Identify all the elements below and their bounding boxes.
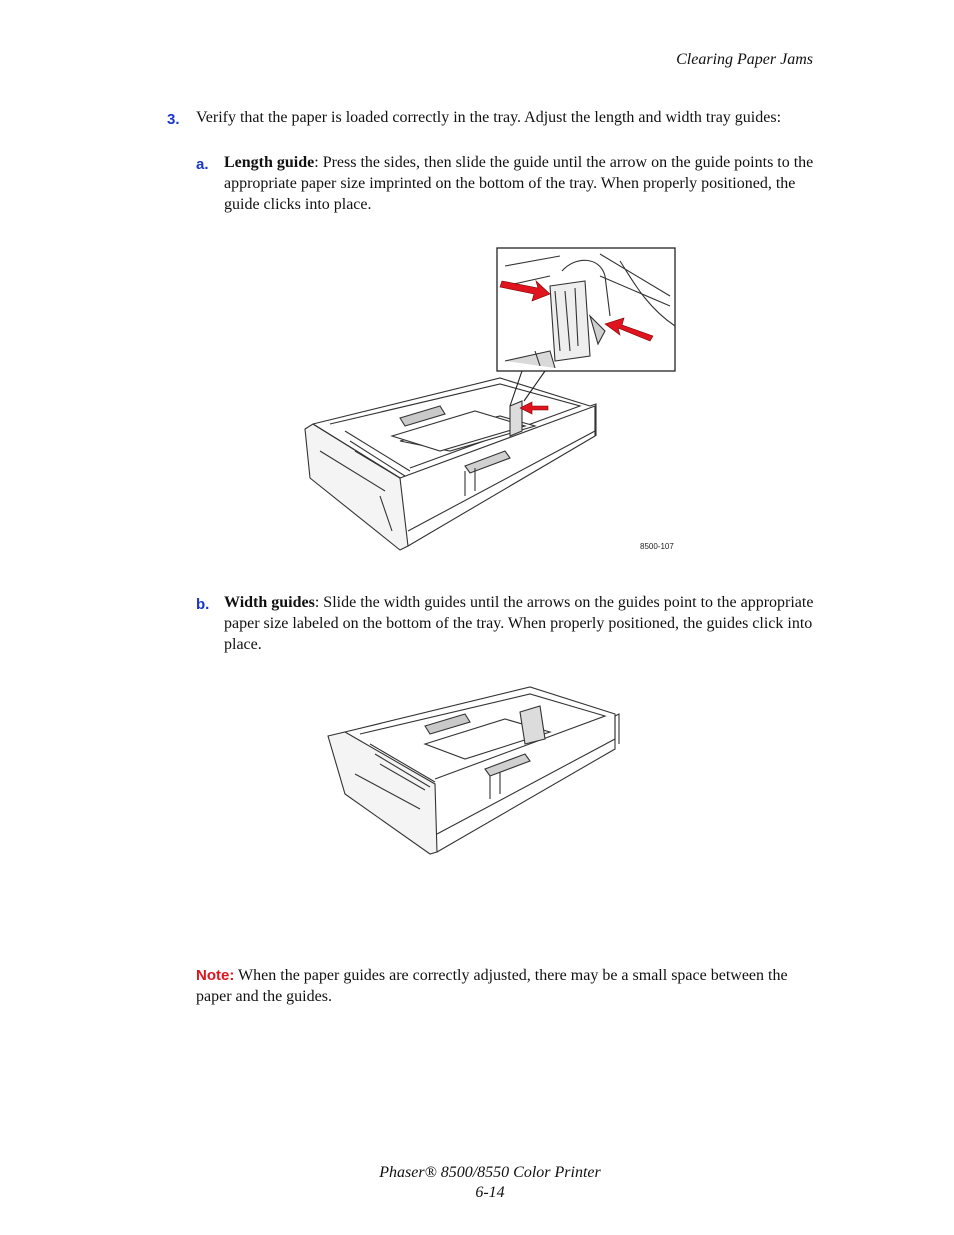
tray-width-guides-illustration	[325, 684, 625, 859]
note-text: When the paper guides are correctly adjusted, there may be a small space between the paper and the guides.	[196, 967, 788, 1005]
figure-width-guides	[325, 684, 625, 859]
tray-length-guide-illustration	[300, 246, 680, 556]
step-text: Verify that the paper is loaded correctly in the tray. Adjust the length and width tray guides:	[196, 109, 782, 126]
note-label: Note:	[196, 967, 235, 984]
footer-page-number: 6-14	[475, 1184, 505, 1201]
substep-body: : Slide the width guides until the arrows on the guides point to the appropriate paper size labeled on the bottom of the tray. When properly positioned, the guides click into place.	[224, 594, 814, 653]
substep-body: : Press the sides, then slide the guide until the arrow on the guide points to the appropriate paper size imprinted on the bottom of the tray. When properly positioned, the guide clicks into place.	[224, 154, 814, 213]
page-footer	[0, 1163, 954, 1203]
note	[196, 965, 816, 1007]
substep-text	[224, 152, 816, 215]
substep-letter: a.	[196, 156, 209, 173]
footer-product: Phaser® 8500/8550 Color Printer	[379, 1164, 601, 1181]
substep-text	[224, 592, 816, 655]
running-header: Clearing Paper Jams	[676, 51, 813, 68]
step-number: 3.	[167, 111, 180, 128]
figure-length-guide	[300, 246, 680, 556]
substep-term: Length guide	[224, 154, 315, 171]
figure-code: 8500-107	[640, 542, 674, 551]
substep-letter: b.	[196, 596, 210, 613]
substep-term: Width guides	[224, 594, 315, 611]
